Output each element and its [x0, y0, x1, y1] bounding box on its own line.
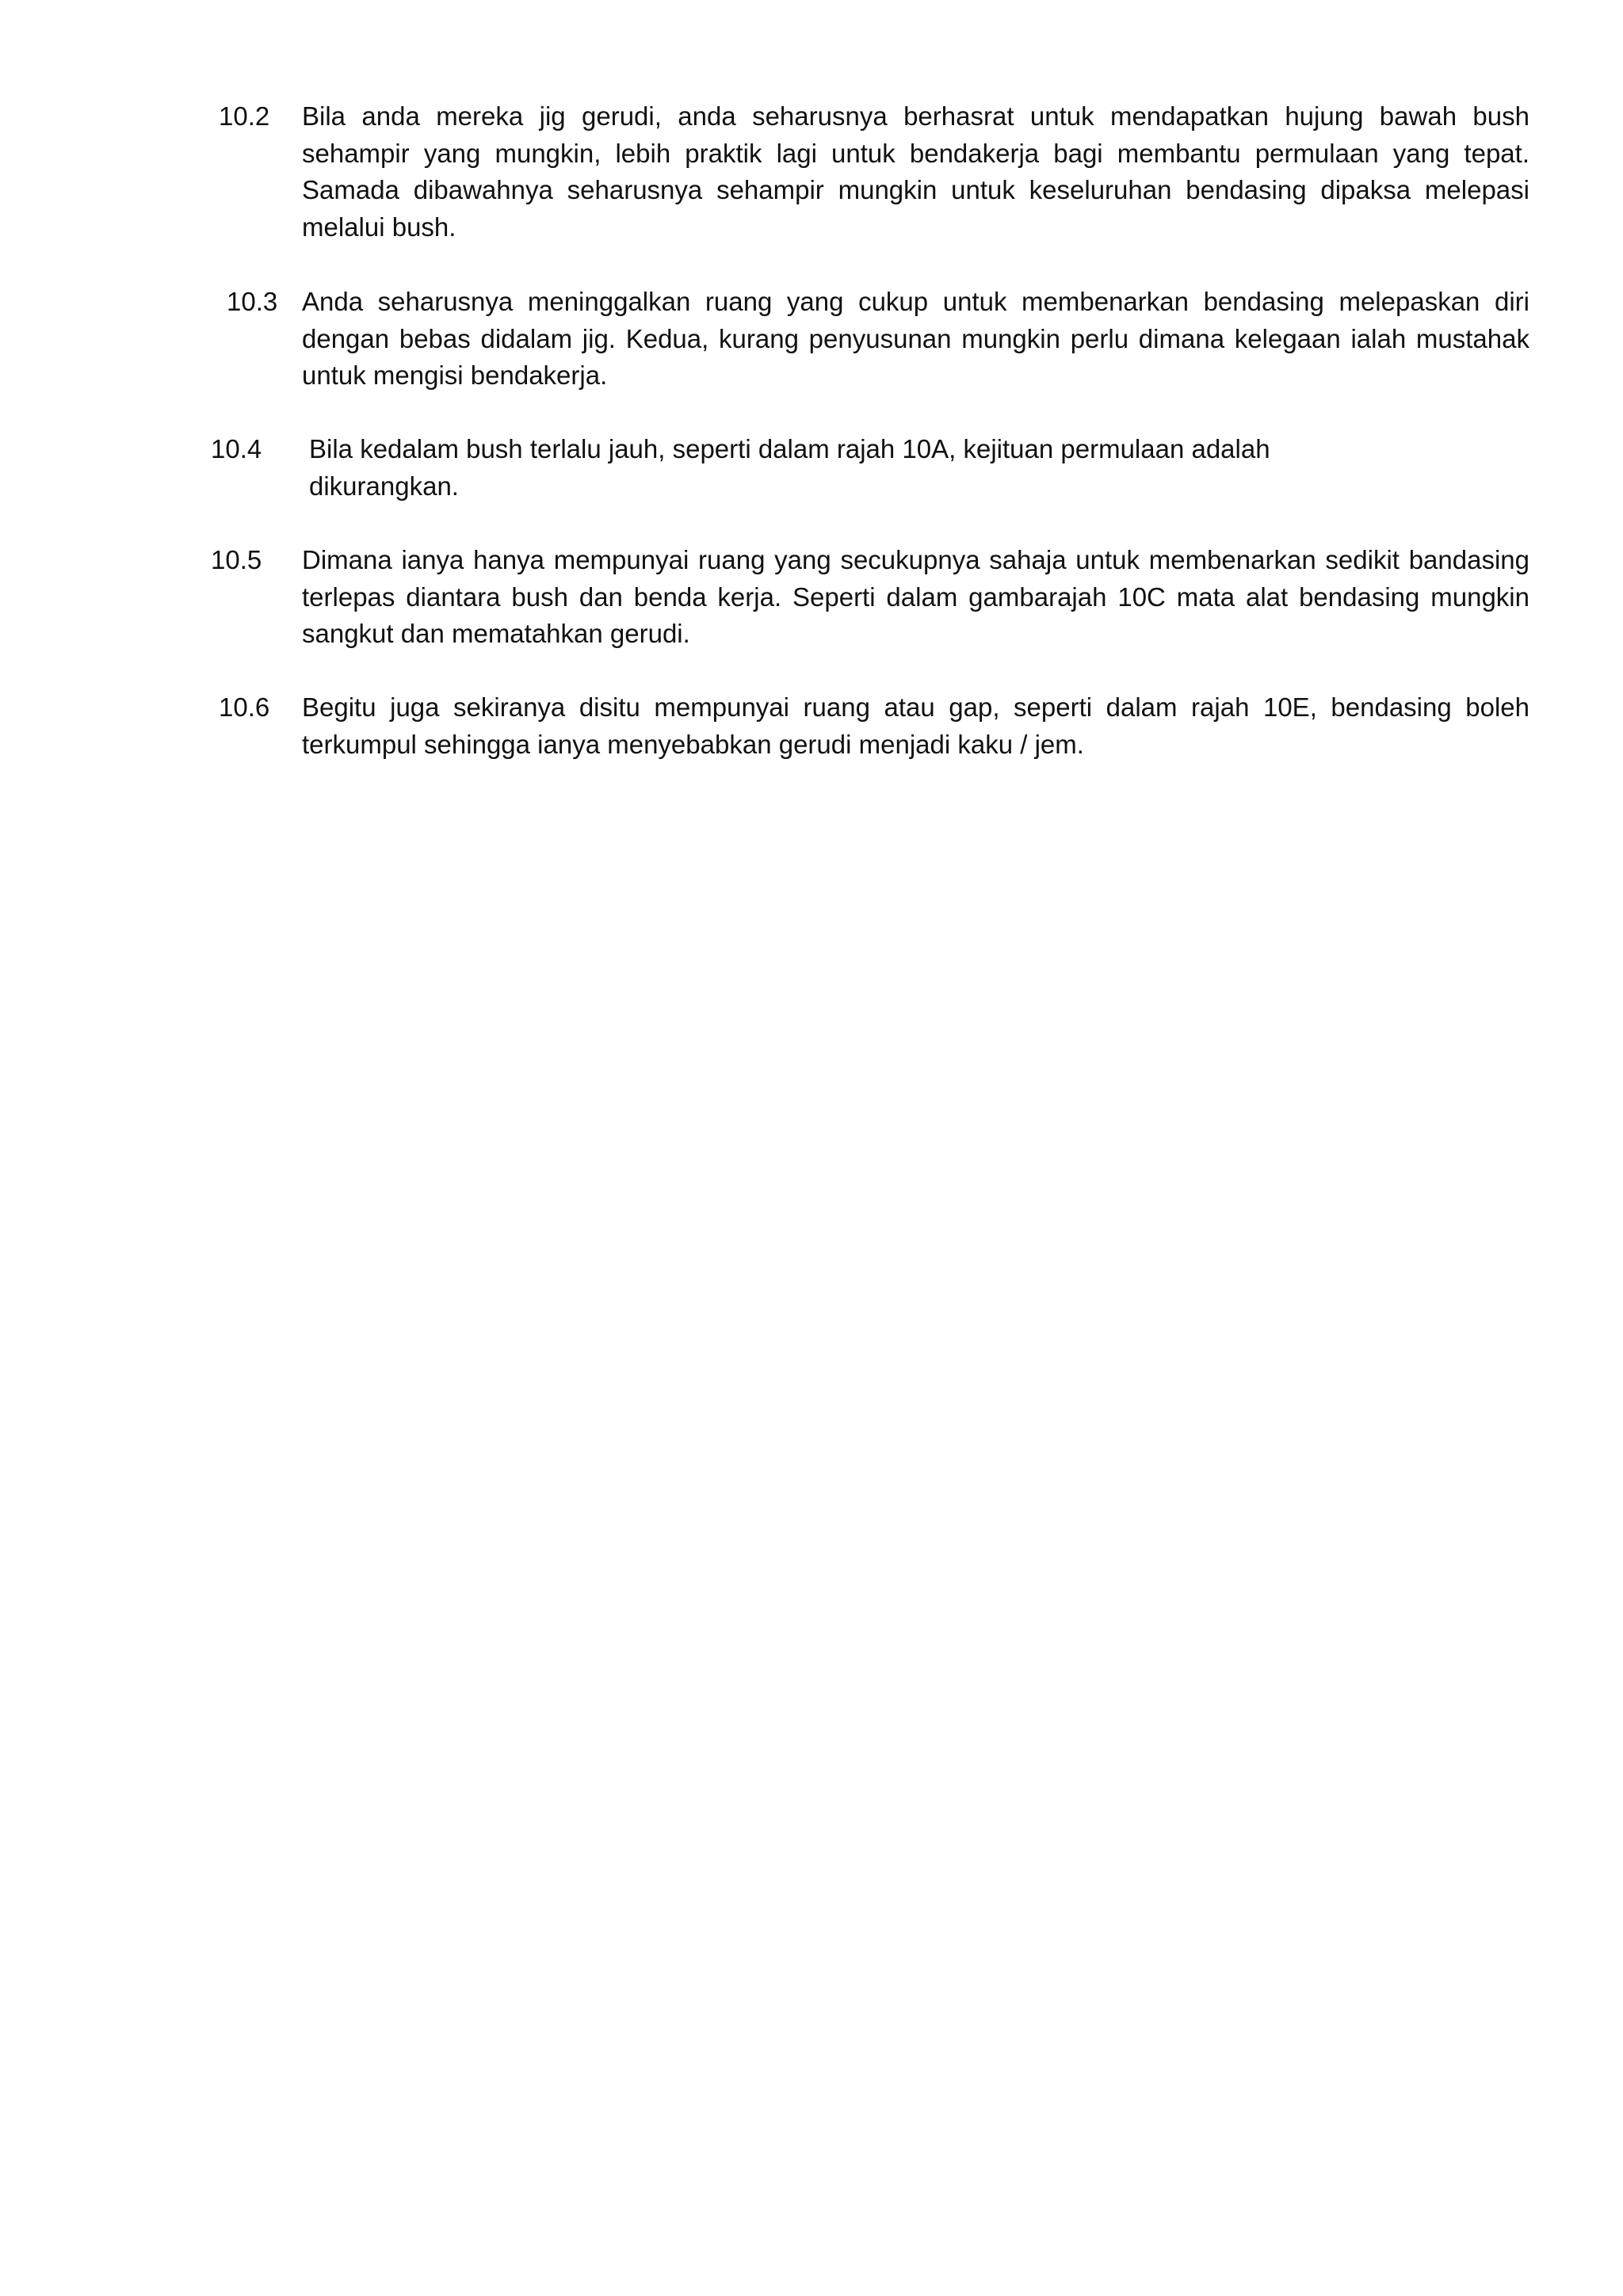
item-number: 10.5: [211, 545, 262, 574]
item-number: 10.4: [211, 434, 262, 463]
item-text: Dimana ianya hanya mempunyai ruang yang secukupnya sahaja untuk membenarkan sedikit bandasing terlepas diantara bush dan benda kerja. Seperti dalam gambarajah 10C mata alat bendasing mungkin sangkut dan mematahkan gerudi.: [302, 545, 1529, 648]
item-text: Anda seharusnya meninggalkan ruang yang cukup untuk membenarkan bendasing melepaskan diri dengan bebas didalam jig. Kedua, kurang penyusunan mungkin perlu dimana kelegaan ialah mustahak untuk mengisi bendakerja.: [302, 287, 1529, 390]
item-text: Bila anda mereka jig gerudi, anda seharusnya berhasrat untuk mendapatkan hujung bawah bush sehampir yang mungkin, lebih praktik lagi untuk bendakerja bagi membantu permulaan yang tepat. Samada dibawahnya seharusnya sehampir mungkin untuk keseluruhan bendasing dipaksa melepasi melalui bush.: [302, 101, 1529, 242]
item-text: Begitu juga sekiranya disitu mempunyai ruang atau gap, seperti dalam rajah 10E, bendasing boleh terkumpul sehingga ianya menyebabkan gerudi menjadi kaku / jem.: [302, 692, 1529, 759]
item-text: Bila kedalam bush terlalu jauh, seperti dalam rajah 10A, kejituan permulaan adalah dikurangkan.: [309, 434, 1270, 501]
item-number: 10.2: [219, 101, 270, 131]
item-number: 10.3: [227, 287, 278, 316]
item-number: 10.6: [219, 692, 270, 722]
